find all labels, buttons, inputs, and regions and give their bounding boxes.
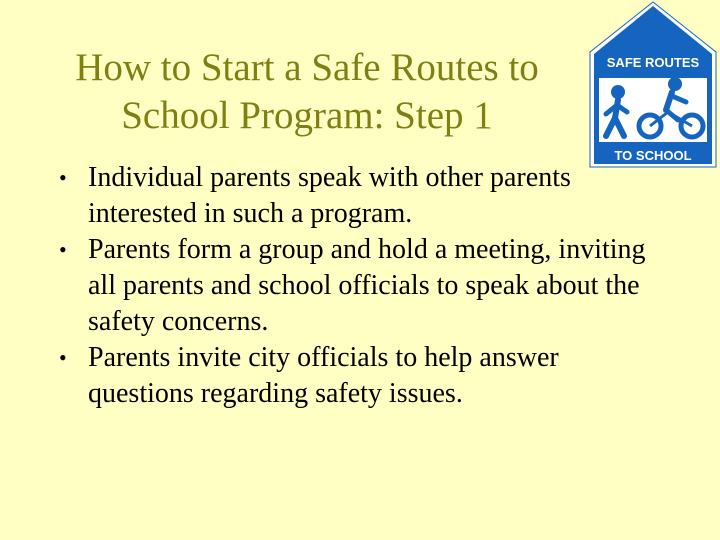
- title-line-1: How to Start a Safe Routes to: [75, 46, 539, 89]
- bullet-item: • Parents invite city officials to help answer questions regarding safety issues.: [59, 342, 559, 409]
- bullet-list: [56, 160, 656, 412]
- bullet-item: • Parents form a group and hold a meeting, inviting all parents and school officials to speak about the safety concerns.: [59, 234, 646, 337]
- logo-bottom-text: TO SCHOOL: [614, 148, 692, 163]
- slide-title: [22, 44, 592, 140]
- bullet-dot-icon: •: [59, 165, 67, 190]
- bullet-item: • Individual parents speak with other parents interested in such a program.: [59, 162, 571, 229]
- title-line-2: School Program: Step 1: [121, 94, 493, 137]
- logo-top-text: SAFE ROUTES: [606, 55, 700, 70]
- safe-routes-logo: [586, 0, 720, 170]
- bullet-dot-icon: •: [59, 345, 67, 370]
- bullet-dot-icon: •: [59, 237, 67, 262]
